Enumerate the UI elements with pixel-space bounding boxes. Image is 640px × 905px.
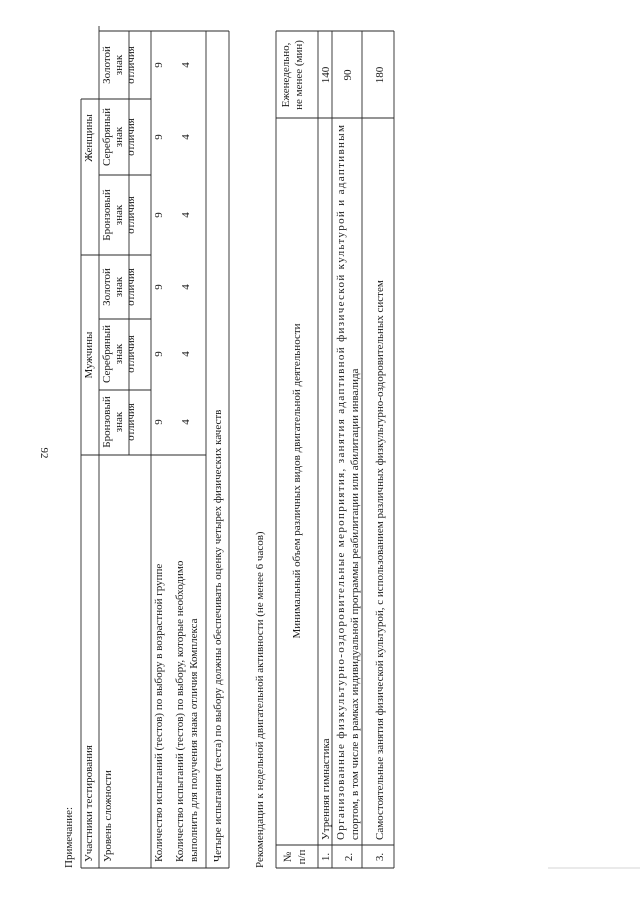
norms-cell: 4 bbox=[180, 284, 192, 290]
men-header: Мужчины bbox=[83, 331, 95, 379]
norms-cell: 9 bbox=[153, 351, 165, 357]
norms-cell: 4 bbox=[180, 419, 192, 425]
activity-row-text: Самостоятельные занятия физической культурой, с использованием различных физкультурно-оздоровительных систем bbox=[374, 280, 386, 840]
activity-row-text: Организованные физкультурно-оздоровительные мероприятия, занятия адаптивной физической культурой и адаптивным bbox=[335, 124, 347, 840]
norms-row-label: выполнить для получения знака отличия Комплекса bbox=[188, 618, 200, 862]
badge-header-line: Бронзовый bbox=[101, 396, 113, 448]
badge-header-line: знак bbox=[113, 343, 125, 365]
badge-header-women-gold bbox=[101, 46, 137, 84]
badge-header-men-silver bbox=[101, 325, 137, 383]
norms-row-label: Количество испытаний (тестов) по выбору в возрастной группе bbox=[153, 563, 165, 862]
norms-row-label: Количество испытаний (тестов) по выбору, которые необходимо bbox=[174, 560, 186, 862]
norms-cell: 4 bbox=[180, 351, 192, 357]
badge-header-line: отличия bbox=[125, 268, 137, 306]
activity-col-weekly: не менее (мин) bbox=[293, 40, 305, 110]
norms-cell: 9 bbox=[153, 134, 165, 140]
activity-heading: Рекомендации к недельной двигательной активности (не менее 6 часов) bbox=[254, 531, 266, 868]
badge-header-line: знак bbox=[113, 126, 125, 148]
activity-col-no: № bbox=[282, 851, 294, 863]
badge-header-line: знак bbox=[113, 54, 125, 76]
badge-header-line: Бронзовый bbox=[101, 189, 113, 241]
badge-header-line: отличия bbox=[125, 335, 137, 373]
difficulty-label: Уровень сложности bbox=[102, 770, 114, 862]
badge-header-line: отличия bbox=[125, 46, 137, 84]
badge-header-line: знак bbox=[113, 276, 125, 298]
note-label: Примечание: bbox=[63, 806, 75, 868]
activity-row-minutes: 180 bbox=[374, 66, 386, 84]
activity-col-weekly: Еженедельно, bbox=[280, 42, 292, 108]
badge-header-women-silver bbox=[101, 108, 137, 166]
badge-header-line: знак bbox=[113, 411, 125, 433]
badge-header-women-bronze bbox=[101, 189, 137, 241]
badge-header-line: знак bbox=[113, 204, 125, 226]
badge-header-line: отличия bbox=[125, 118, 137, 156]
activity-row-minutes: 140 bbox=[320, 66, 332, 84]
norms-cell: 9 bbox=[153, 212, 165, 218]
activity-row-no: 1. bbox=[320, 852, 332, 862]
activity-row-no: 2. bbox=[343, 852, 355, 862]
badge-header-line: Серебряный bbox=[101, 107, 113, 167]
badge-header-line: отличия bbox=[125, 196, 137, 234]
activity-table bbox=[276, 31, 394, 868]
badge-header-men-bronze bbox=[101, 396, 137, 448]
badge-header-line: Золотой bbox=[101, 46, 113, 84]
women-header: Женщины bbox=[83, 114, 95, 162]
badge-header-line: Золотой bbox=[101, 268, 113, 306]
activity-col-no: п/п bbox=[296, 849, 308, 865]
activity-row-minutes: 90 bbox=[342, 69, 354, 81]
norms-footnote: Четыре испытания (теста) по выбору должны обеспечивать оценку четырех физических качеств bbox=[212, 409, 224, 862]
page-number: 92 bbox=[38, 447, 50, 459]
badge-header-line: отличия bbox=[125, 403, 137, 441]
norms-cell: 4 bbox=[180, 212, 192, 218]
norms-cell: 4 bbox=[180, 62, 192, 68]
activity-col-title: Минимальный объем различных видов двигательной деятельности bbox=[291, 323, 303, 639]
norms-cell: 4 bbox=[180, 134, 192, 140]
badge-header-men-gold bbox=[101, 268, 137, 306]
norms-cell: 9 bbox=[153, 284, 165, 290]
participants-header: Участники тестирования bbox=[83, 745, 95, 862]
activity-row-text: спортом, в том числе в рамках индивидуальной программы реабилитации или абилитации инвалида bbox=[349, 368, 361, 840]
norms-cell: 9 bbox=[153, 62, 165, 68]
norms-table bbox=[63, 26, 229, 868]
activity-row-no: 3. bbox=[374, 852, 386, 862]
badge-header-line: Серебряный bbox=[101, 324, 113, 384]
activity-row-text: Утренняя гимнастика bbox=[320, 738, 332, 840]
norms-cell: 9 bbox=[153, 419, 165, 425]
